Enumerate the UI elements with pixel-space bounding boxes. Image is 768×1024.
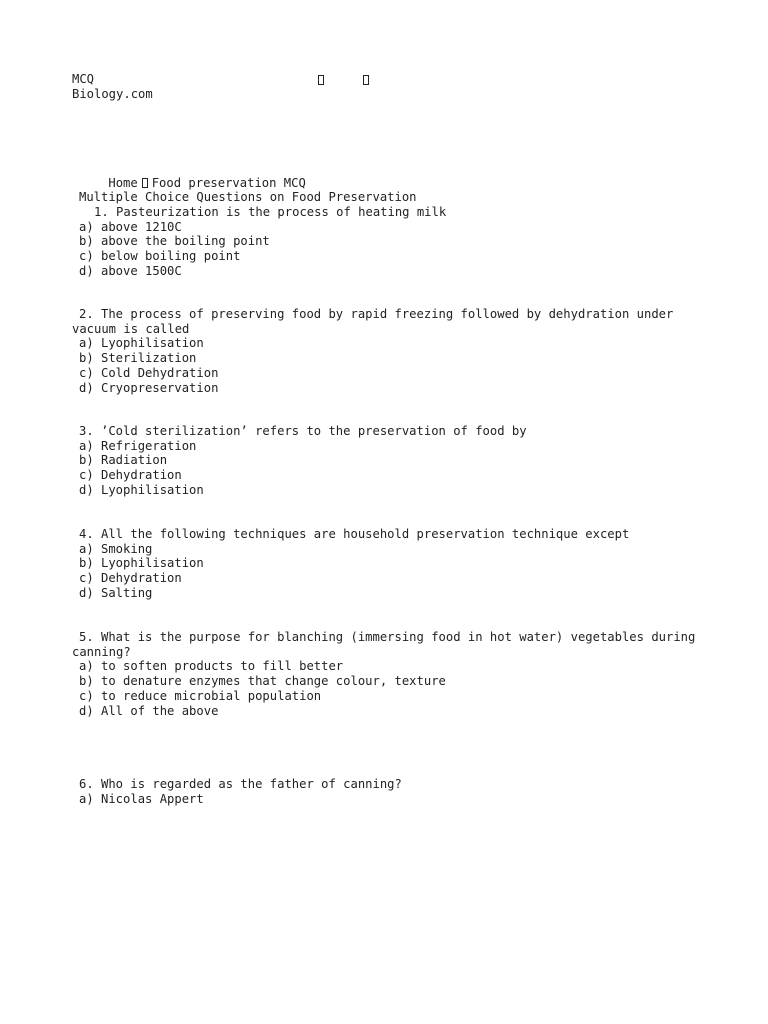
option-a[interactable]: a) Refrigeration [79, 438, 197, 453]
options-list [72, 792, 712, 807]
question-3 [72, 424, 712, 498]
header-icons [318, 73, 369, 88]
option-c[interactable]: c) below boiling point [79, 249, 241, 264]
question-2 [72, 307, 712, 395]
question-text: 1. Pasteurization is the process of heating milk [94, 205, 447, 219]
page-title: Multiple Choice Questions on Food Preservation [79, 190, 417, 204]
breadcrumb-current: Food preservation MCQ [151, 175, 306, 190]
question-5 [72, 630, 712, 718]
option-b[interactable]: b) above the boiling point [79, 234, 270, 249]
option-a[interactable]: a) Smoking [79, 541, 153, 556]
option-b[interactable]: b) Lyophilisation [79, 556, 204, 571]
option-d[interactable]: d) Salting [79, 585, 153, 600]
site-title-line-1[interactable]: MCQ [72, 72, 95, 86]
option-b[interactable]: b) Radiation [79, 453, 168, 468]
option-d[interactable]: d) Cryopreservation [79, 380, 219, 395]
question-1 [72, 205, 712, 279]
option-d[interactable]: d) above 1500C [79, 263, 182, 278]
option-a[interactable]: a) to soften products to fill better [79, 659, 344, 674]
question-text: 2. The process of preserving food by rapid freezing followed by dehydration under vacuum is called [72, 307, 674, 336]
options-list [72, 659, 712, 718]
option-c[interactable]: c) Cold Dehydration [79, 365, 219, 380]
option-c[interactable]: c) to reduce microbial population [79, 688, 322, 703]
option-a[interactable]: a) Lyophilisation [79, 336, 204, 351]
breadcrumb-home[interactable]: Home [108, 175, 138, 190]
question-text: 4. All the following techniques are household preservation technique except [79, 527, 630, 541]
option-b[interactable]: b) to denature enzymes that change colour, texture [79, 674, 446, 689]
option-a[interactable]: a) above 1210C [79, 219, 182, 234]
site-title-line-2[interactable]: Biology.com [72, 87, 153, 101]
question-6 [72, 777, 712, 806]
option-c[interactable]: c) Dehydration [79, 468, 182, 483]
options-list [72, 439, 712, 498]
option-b[interactable]: b) Sterilization [79, 351, 197, 366]
site-header [72, 72, 712, 102]
options-list [72, 220, 712, 279]
chevron-right-icon [142, 178, 148, 188]
page [72, 72, 712, 806]
question-text: 6. Who is regarded as the father of canning? [79, 777, 402, 791]
question-text: 3. ’Cold sterilization’ refers to the preservation of food by [79, 424, 527, 438]
menu-icon[interactable] [318, 75, 324, 85]
question-4 [72, 527, 712, 601]
option-a[interactable]: a) Nicolas Appert [79, 791, 204, 806]
options-list [72, 336, 712, 395]
option-d[interactable]: d) All of the above [79, 703, 219, 718]
option-d[interactable]: d) Lyophilisation [79, 482, 204, 497]
question-text: 5. What is the purpose for blanching (immersing food in hot water) vegetables during canning? [72, 630, 696, 659]
search-icon[interactable] [363, 75, 369, 85]
options-list [72, 542, 712, 601]
option-c[interactable]: c) Dehydration [79, 571, 182, 586]
